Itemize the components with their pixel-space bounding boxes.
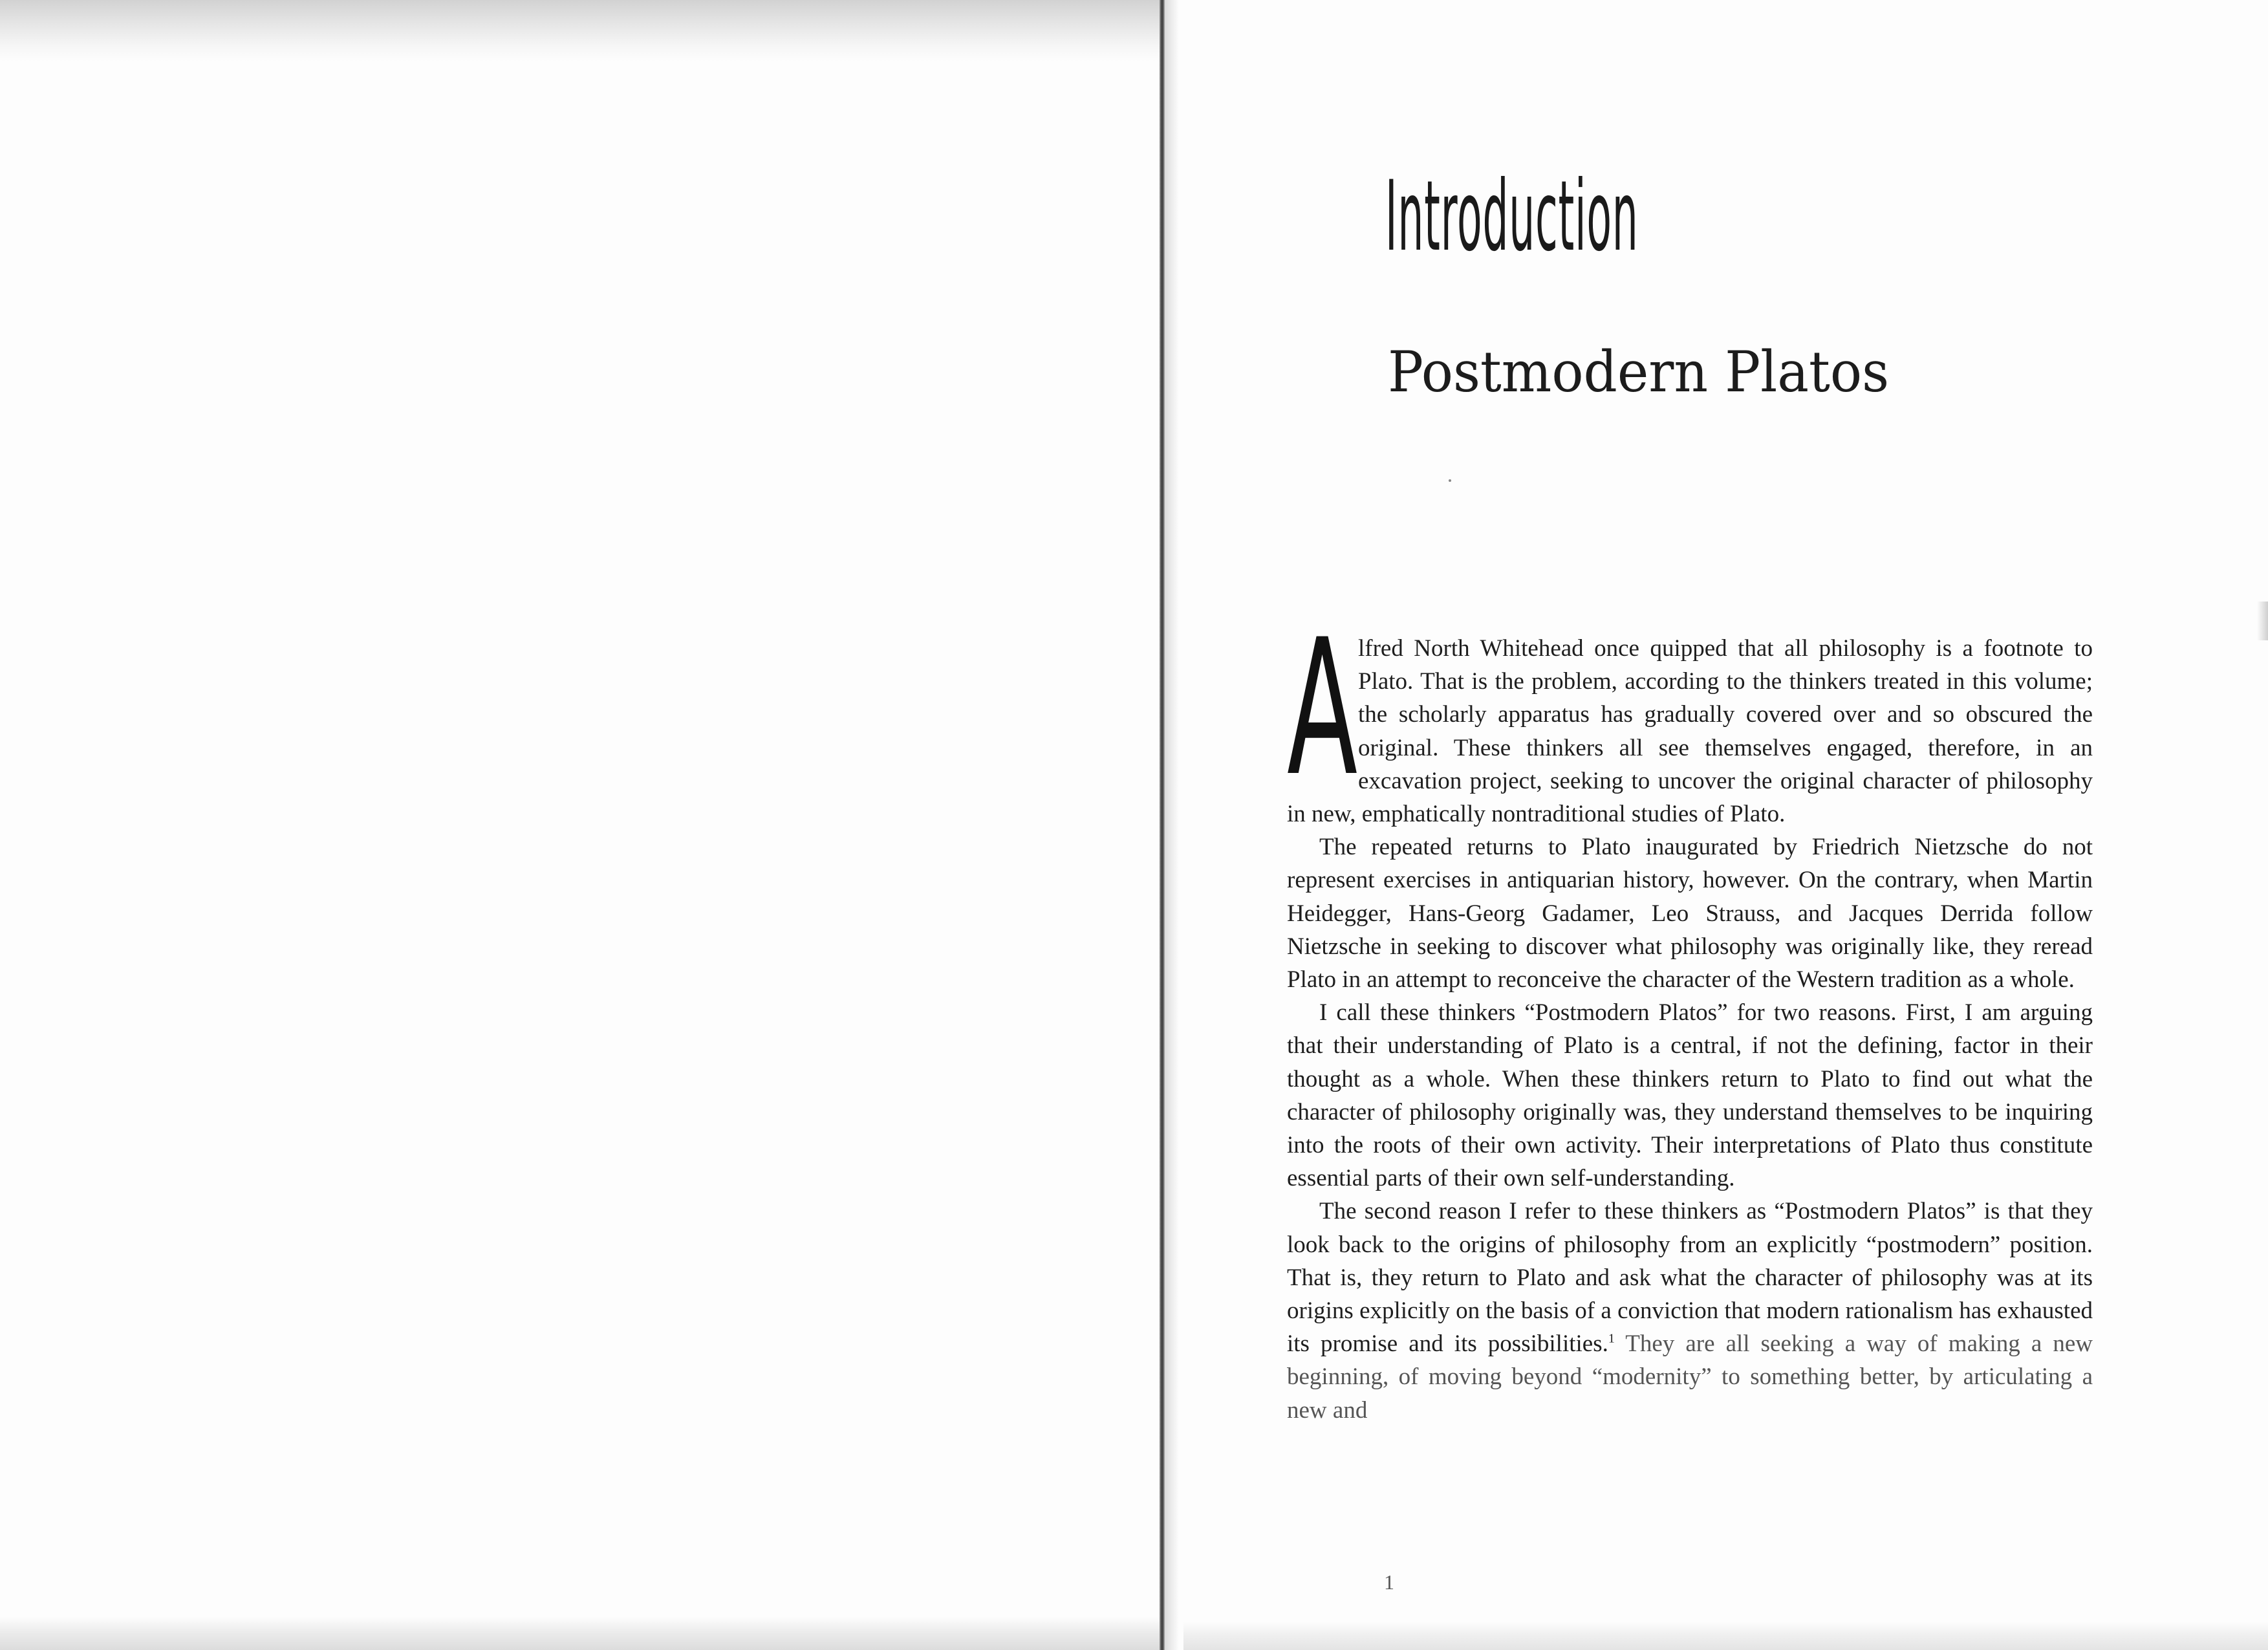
paragraph-2: The repeated returns to Plato inaugurated by Friedrich Nietzsche do not represent exercises in antiquarian history, however. On the contrary, when Martin Heidegger, Hans-Georg Gadamer, Leo Strauss, and Jacques Derrida follow Nietzsche in seeking to discover what philosophy was originally like, they reread Plato in an attempt to reconceive the character of the Western tradition as a whole.: [1287, 834, 2093, 993]
body-text: [1287, 600, 2093, 1427]
scan-speck: [1449, 479, 1451, 482]
paragraph-4: [1287, 1195, 2093, 1426]
page-number: 1: [1384, 1570, 1394, 1594]
paragraph-4-text: The second reason I refer to these thinkers as “Postmodern Platos” is that they look back to the origins of philosophy from an explicitly “postmodern” position. That is, they return to Plato and ask what the character of philosophy was at its origins explicitly on the basis of a conviction that modern rationalism has exhausted its promise and its possibilities.: [1287, 1198, 2093, 1358]
paragraph-1-text: lfred North Whitehead once quipped that all philosophy is a footnote to Plato. That is the problem, according to the thinkers treated in this volume; the scholarly apparatus has gradually covered over and so obscured the original. These thinkers all see themselves engaged, therefore, in an excavation project, seeking to uncover the original character of philosophy in new, emphatically nontraditional studies of Plato.: [1287, 635, 2093, 828]
footnote-marker: 1: [1608, 1331, 1615, 1346]
paragraph-4-continuation: They are all seeking a way of making a new beginning, of moving beyond “modernity” to something better, by articulating a new and: [1287, 1330, 2093, 1424]
gutter-shadow: [1165, 0, 1179, 1650]
drop-cap: A: [1287, 600, 1358, 818]
book-gutter: [1160, 0, 1165, 1650]
paragraph-1: [1287, 600, 2093, 830]
paragraph-3: I call these thinkers “Postmodern Platos” for two reasons. First, I am arguing that their understanding of Plato is a central, if not the defining, factor in their thought as a whole. When these thinkers return to Plato to find out what the character of philosophy originally was, they understand themselves to be inquiring into the roots of their own activity. Their interpretations of Plato thus constitute essential parts of their own self-understanding.: [1287, 999, 2093, 1192]
chapter-label: Introduction: [1385, 160, 1639, 273]
chapter-title: Postmodern Platos: [1388, 339, 1890, 405]
